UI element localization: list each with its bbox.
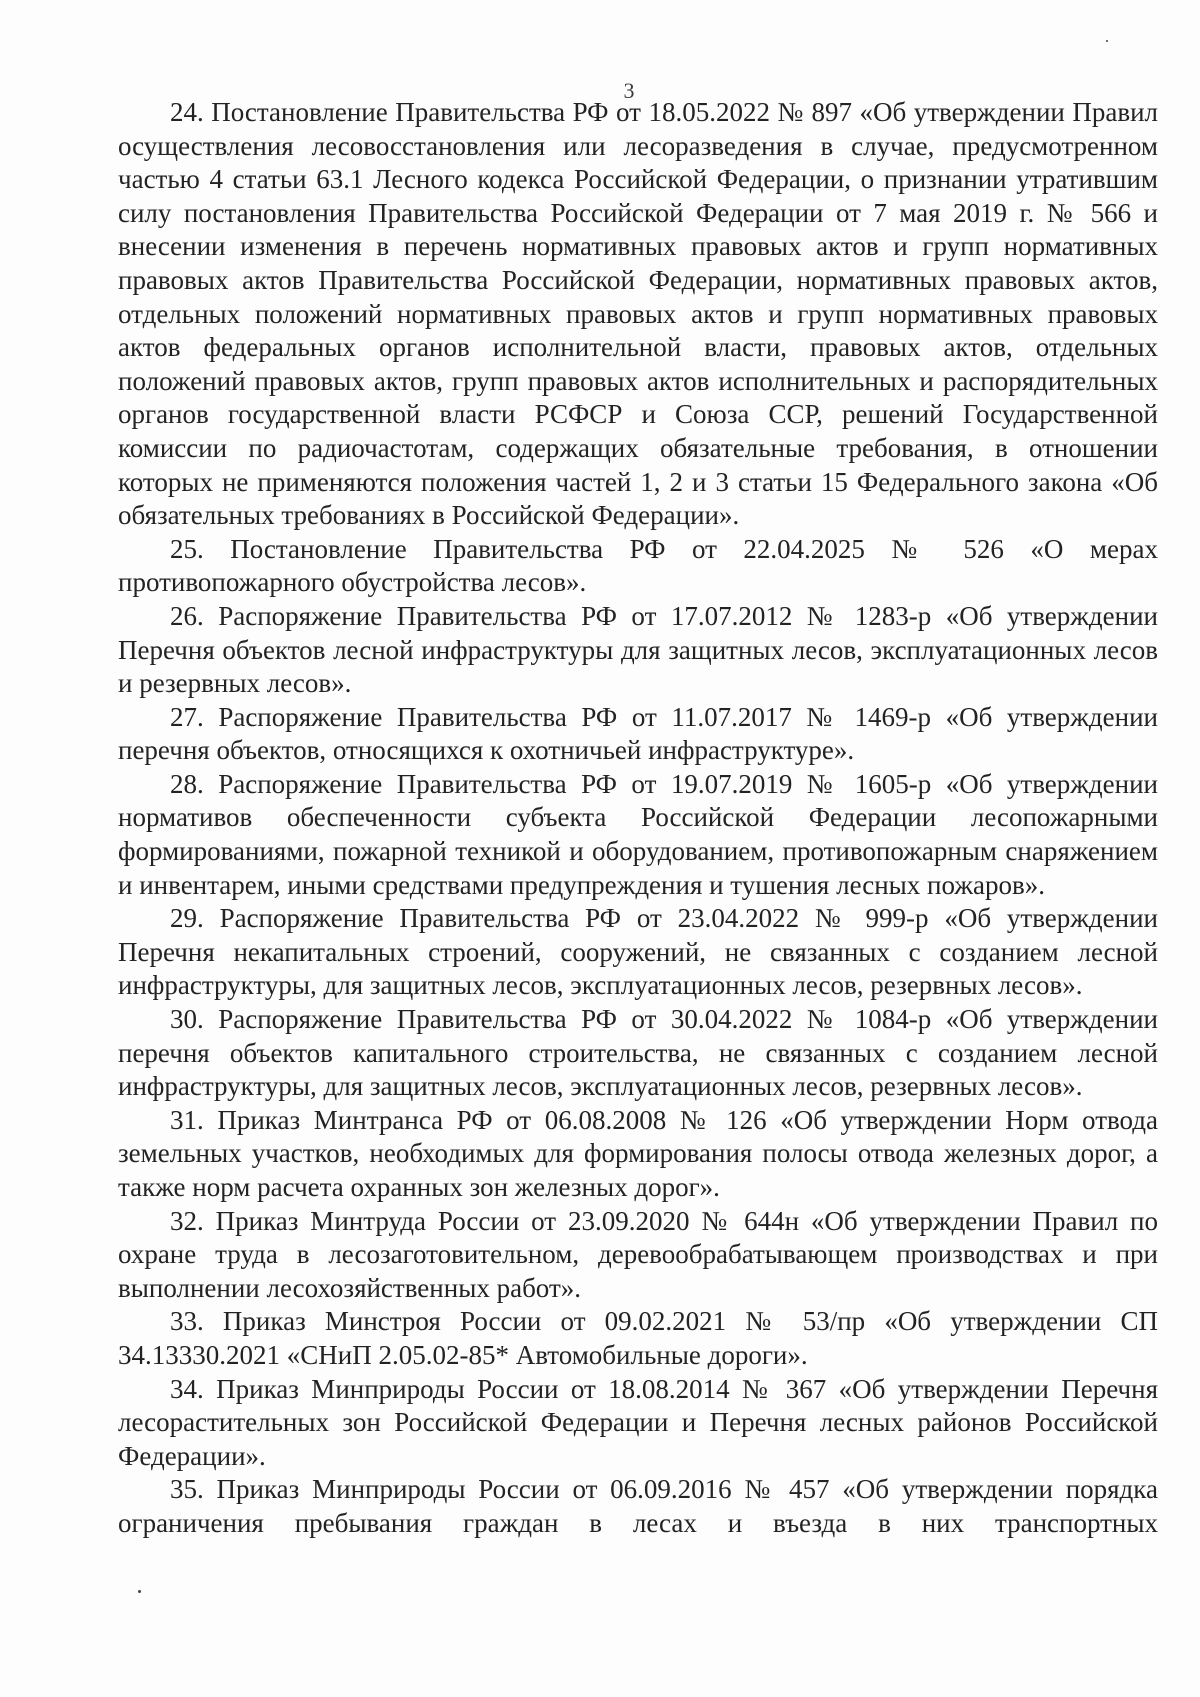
list-item-28: 28. Распоряжение Правительства РФ от 19.07.2019 № 1605-р «Об утверждении нормативов обеспеченности субъекта Российской Федерации лесопожарными формированиями, пожарной техникой и оборудованием, противопожарным снаряжением и инвентарем, иными средствами предупреждения и тушения лесных пожаров». (118, 768, 1158, 900)
list-item-32: 32. Приказ Минтруда России от 23.09.2020 № 644н «Об утверждении Правил по охране труда в лесозаготовительном, деревообрабатывающем производствах и при выполнении лесохозяйственных работ». (118, 1205, 1158, 1303)
list-item-30: 30. Распоряжение Правительства РФ от 30.04.2022 № 1084-р «Об утверждении перечня объектов капитального строительства, не связанных с созданием лесной инфраструктуры, для защитных лесов, эксплуатационных лесов, резервных лесов». (118, 1004, 1158, 1102)
list-item-34: 34. Приказ Минприроды России от 18.08.2014 № 367 «Об утверждении Перечня лесорастительных зон Российской Федерации и Перечня лесных районов Российской Федерации». (118, 1373, 1158, 1471)
scan-speck-bottom (138, 1590, 141, 1593)
list-item-29: 29. Распоряжение Правительства РФ от 23.04.2022 № 999-р «Об утверждении Перечня некапитальных строений, сооружений, не связанных с созданием лесной инфраструктуры, для защитных лесов, эксплуатационных лесов, резервных лесов». (118, 903, 1158, 1001)
list-item-35: 35. Приказ Минприроды России от 06.09.2016 № 457 «Об утверждении порядка ограничения пребывания граждан в лесах и въезда в них транспортных (118, 1474, 1158, 1538)
list-item-31: 31. Приказ Минтранса РФ от 06.08.2008 № 126 «Об утверждении Норм отвода земельных участков, необходимых для формирования полосы отвода железных дорог, а также норм расчета охранных зон железных дорог». (118, 1104, 1158, 1202)
list-item-33: 33. Приказ Минстроя России от 09.02.2021 № 53/пр «Об утверждении СП 34.13330.2021 «СНиП 2.05.02-85* Автомобильные дороги». (118, 1306, 1158, 1370)
list-item-24: 24. Постановление Правительства РФ от 18.05.2022 № 897 «Об утверждении Правил осуществления лесовосстановления или лесоразведения в случае, предусмотренном частью 4 статьи 63.1 Лесного кодекса Российской Федерации, о признании утратившим силу постановления Правительства Российской Федерации от 7 мая 2019 г. № 566 и внесении изменения в перечень нормативных правовых актов и групп нормативных правовых актов Правительства Российской Федерации, нормативных правовых актов, отдельных положений нормативных правовых актов и групп нормативных правовых актов федеральных органов исполнительной власти, правовых актов, отдельных положений правовых актов, групп правовых актов исполнительных и распорядительных органов государственной власти РСФСР и Союза ССР, решений Государственной комиссии по радиочастотам, содержащих обязательные требования, в отношении которых не применяются положения частей 1, 2 и 3 статьи 15 Федерального закона «Об обязательных требованиях в Российской Федерации». (118, 97, 1158, 531)
list-item-26: 26. Распоряжение Правительства РФ от 17.07.2012 № 1283-р «Об утверждении Перечня объектов лесной инфраструктуры для защитных лесов, эксплуатационных лесов и резервных лесов». (118, 600, 1158, 699)
document-body (118, 96, 1158, 1541)
list-item-25: 25. Постановление Правительства РФ от 22.04.2025 № 526 «О мерах противопожарного обустройства лесов». (118, 533, 1158, 598)
list-item-27: 27. Распоряжение Правительства РФ от 11.07.2017 № 1469-р «Об утверждении перечня объектов, относящихся к охотничьей инфраструктуре». (118, 701, 1158, 766)
page-number: 3 (623, 78, 635, 103)
scan-speck-top (1106, 40, 1108, 42)
